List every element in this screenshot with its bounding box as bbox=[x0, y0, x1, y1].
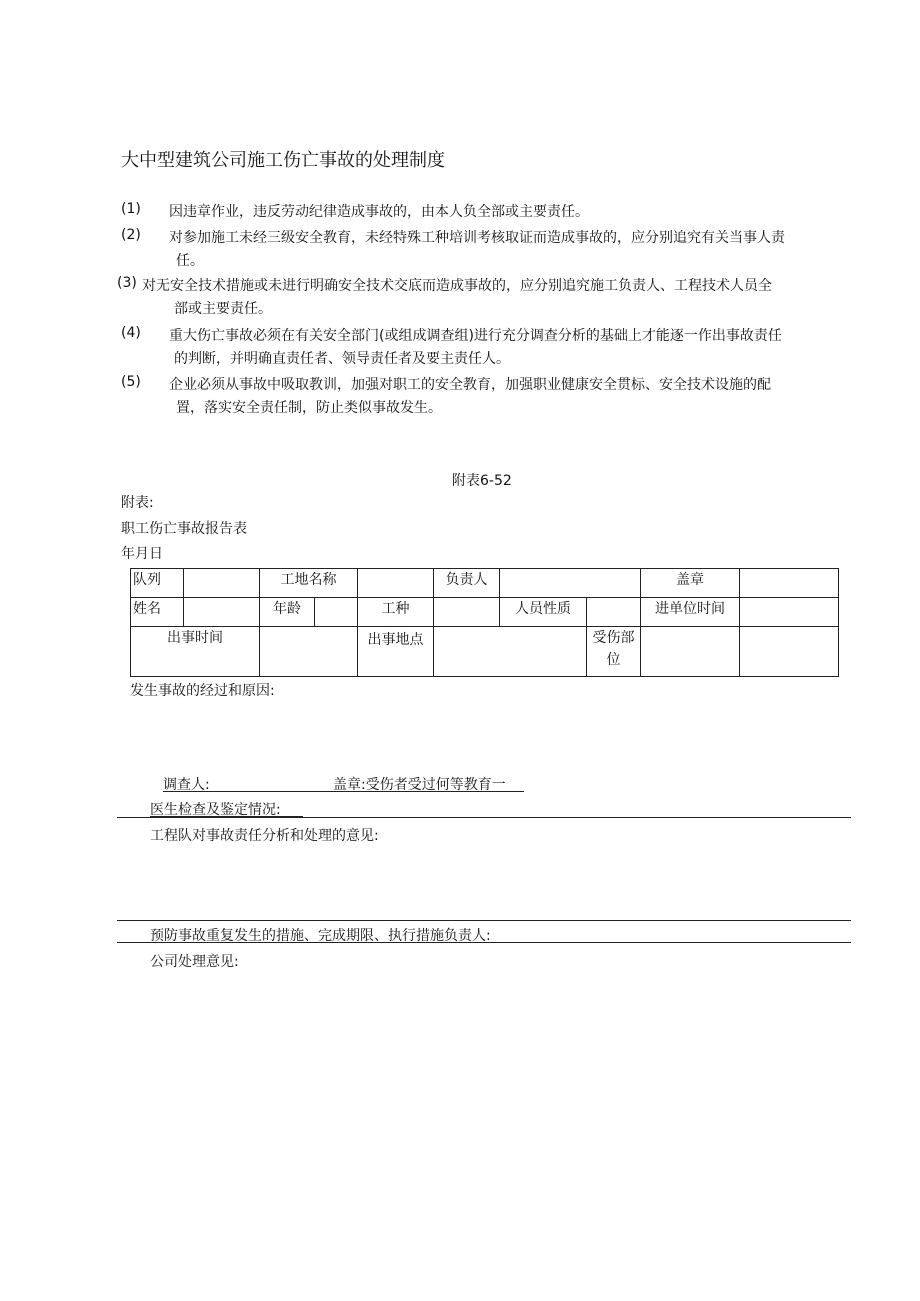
date-line: 年月日 bbox=[121, 546, 163, 562]
item-number: (1) bbox=[121, 201, 141, 217]
label-cell: 出事时间 bbox=[131, 627, 260, 677]
item-text: 企业必须从事故中吸取教训，加强对职工的安全教育，加强职业健康安全贯标、安全技术设施的配 bbox=[169, 377, 771, 393]
age-value-cell[interactable] bbox=[315, 598, 358, 627]
label-cell: 负责人 bbox=[434, 569, 500, 598]
item-continuation: 任。 bbox=[176, 253, 204, 269]
accident-report-table bbox=[130, 568, 839, 677]
table-row bbox=[131, 627, 839, 677]
investigator-underline bbox=[163, 791, 524, 792]
item-text: 重大伤亡事故必须在有关安全部门(或组成调查组)进行充分调查分析的基础上才能逐一作出事故责任 bbox=[169, 328, 782, 344]
form-title: 职工伤亡事故报告表 bbox=[121, 521, 247, 537]
item-text: 因违章作业，违反劳动纪律造成事故的，由本人负全部或主要责任。 bbox=[169, 204, 589, 220]
personnel-type-value-cell[interactable] bbox=[587, 598, 641, 627]
label-cell: 工地名称 bbox=[260, 569, 358, 598]
name-value-cell[interactable] bbox=[184, 598, 260, 627]
label-line: 受伤部 bbox=[592, 630, 635, 646]
table-row bbox=[131, 598, 839, 627]
label-cell: 盖章 bbox=[641, 569, 740, 598]
item-continuation: 置，落实安全责任制，防止类似事故发生。 bbox=[176, 400, 442, 416]
accident-place-value-cell[interactable] bbox=[434, 627, 587, 677]
section-divider bbox=[117, 942, 851, 943]
section-divider bbox=[117, 817, 851, 818]
stamp-label: 盖章:受伤者受过何等教育一 bbox=[333, 777, 506, 793]
doctor-label: 医生检查及鉴定情况: bbox=[150, 802, 281, 818]
site-name-value-cell[interactable] bbox=[358, 569, 434, 598]
section-divider bbox=[117, 920, 851, 921]
label-line: 位 bbox=[606, 652, 621, 668]
join-date-value-cell[interactable] bbox=[740, 598, 839, 627]
label-cell: 姓名 bbox=[131, 598, 184, 627]
injury-part-label-cell bbox=[587, 627, 641, 677]
item-number: (2) bbox=[121, 227, 141, 243]
label-cell: 年龄 bbox=[260, 598, 315, 627]
stamp-value-cell[interactable] bbox=[740, 569, 839, 598]
process-label: 发生事故的经过和原因: bbox=[130, 683, 275, 699]
table-row bbox=[131, 569, 839, 598]
item-text: 对无安全技术措施或未进行明确安全技术交底而造成事故的，应分别追究施工负责人、工程技术人员全 bbox=[142, 278, 772, 294]
label-cell: 人员性质 bbox=[500, 598, 587, 627]
item-continuation: 部或主要责任。 bbox=[174, 301, 272, 317]
item-number: (5) bbox=[121, 374, 141, 390]
item-number: (3) bbox=[117, 275, 137, 291]
item-number: (4) bbox=[121, 325, 141, 341]
team-opinion-label: 工程队对事故责任分析和处理的意见: bbox=[150, 828, 379, 844]
prevention-label: 预防事故重复发生的措施、完成期限、执行措施负责人: bbox=[150, 928, 491, 944]
label-cell: 工种 bbox=[358, 598, 434, 627]
accident-time-value-cell[interactable] bbox=[260, 627, 358, 677]
label-cell: 出事地点 bbox=[358, 627, 434, 677]
item-text: 对参加施工未经三级安全教育，未经特殊工种培训考核取证而造成事故的，应分别追究有关当事人责 bbox=[169, 230, 785, 246]
item-continuation: 的判断，并明确直责任者、领导责任者及要主责任人。 bbox=[174, 351, 510, 367]
trade-value-cell[interactable] bbox=[434, 598, 500, 627]
team-value-cell[interactable] bbox=[184, 569, 260, 598]
injury-part-value-cell[interactable] bbox=[641, 627, 740, 677]
empty-cell[interactable] bbox=[740, 627, 839, 677]
investigator-label: 调查人: bbox=[163, 777, 210, 793]
label-cell: 队列 bbox=[131, 569, 184, 598]
responsible-value-cell[interactable] bbox=[500, 569, 641, 598]
page-title: 大中型建筑公司施工伤亡事故的处理制度 bbox=[121, 150, 445, 171]
appendix-caption: 附表6-52 bbox=[452, 473, 512, 489]
company-opinion-label: 公司处理意见: bbox=[150, 954, 239, 970]
appendix-label: 附表: bbox=[121, 495, 154, 511]
label-cell: 进单位时间 bbox=[641, 598, 740, 627]
